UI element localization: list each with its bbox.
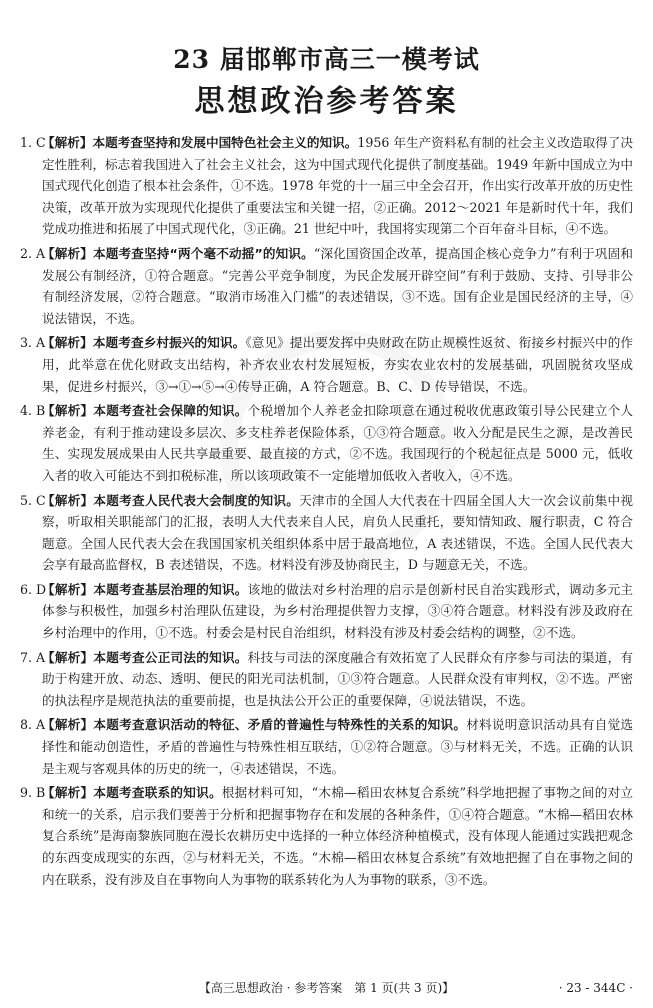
analysis-lead: 本题考查社会保障的知识。 bbox=[93, 403, 248, 419]
answer-item-7 bbox=[20, 647, 633, 712]
analysis-text: 该地的做法对乡村治理的启示是创新村民自治实践形式，调动多元主体参与积极性，加强乡村治理队伍建设，为乡村治理提供智力支撑，③④符合题意。材料没有涉及政府在乡村治理中的作用，①不选。村委会是村民自治组织，材料没有涉及村委会结构的调整，②不选。 bbox=[42, 581, 634, 641]
answer-number: 8. A bbox=[20, 717, 46, 733]
answer-item-3 bbox=[20, 332, 633, 397]
analysis-tag: 【解析】 bbox=[42, 717, 94, 733]
footer-code: · 23 - 344C · bbox=[558, 981, 633, 995]
answer-number: 3. A bbox=[20, 335, 46, 351]
answer-item-6 bbox=[20, 579, 633, 644]
analysis-lead: 本题考查坚持“两个毫不动摇”的知识。 bbox=[93, 245, 314, 261]
analysis-lead: 本题考查乡村振兴的知识。 bbox=[92, 335, 246, 351]
analysis-text: 1956 年生产资料私有制的社会主义改造取得了决定性胜利，标志着我国进入了社会主义社会，这为中国式现代化提供了制度基础。1949 年新中国成立为中国式现代化创造了根本社会条件，①不选。1978 年党的十一届三中全会召开，作出实行改革开放的历史性决策，改革开放为实现现代化提供了重要法宝和关键一招，②正确。2012～2021 年是新时代十年，我们党成功推进和拓展了中国式现代化，③正确。21 世纪中叶，我国将实现第二个百年奋斗目标，④不选。 bbox=[42, 135, 633, 237]
answer-item-9 bbox=[20, 782, 633, 890]
exam-title: 23 届邯郸市高三一模考试 bbox=[173, 45, 480, 74]
analysis-text: 科技与司法的深度融合有效拓宽了人民群众有序参与司法的渠道，有助于构建开放、动态、透明、便民的阳光司法机制，①③符合题意。人民群众没有审判权，②不选。严密的执法程序是规范执法的重要前提，也是执法公开公正的重要保障，④说法错误，不选。 bbox=[42, 649, 634, 708]
answer-number: 5. C bbox=[20, 492, 46, 508]
answer-number: 9. B bbox=[20, 785, 46, 801]
analysis-tag: 【解析】 bbox=[42, 581, 94, 597]
analysis-text: “深化国资国企改革，提高国企核心竞争力”有利于巩固和发展公有制经济，①符合题意。“完善公平竞争制度，为民企发展开辟空间”有利于鼓励、支持、引导非公有制经济发展，②符合题意。“取消市场准入门槛”的表述错误，③不选。国有企业是国民经济的主导，④说法错误，不选。 bbox=[42, 245, 633, 326]
analysis-lead: 本题考查联系的知识。 bbox=[93, 785, 222, 801]
analysis-text: 材料说明意识活动具有自觉选择性和能动创造性，矛盾的普遍性与特殊性相互联结，①②符合题意。③与材料无关，不选。正确的认识是主观与客观具体的历史的统一，④表述错误，不选。 bbox=[42, 717, 634, 776]
analysis-tag: 【解析】 bbox=[42, 785, 94, 801]
analysis-text: 个税增加个人养老金扣除项意在通过税收优惠政策引导公民建立个人养老金，有利于推动建设多层次、多支柱养老保险体系，①③符合题意。收入分配是民生之源，是改善民生、实现发展成果由人民共享最重要、最直接的方式，②不选。我国现行的个税起征点是 5000 元，低收入者的收入可能达不到扣税标准，所以该项政策不一定能增加低收入者收入，④不选。 bbox=[42, 403, 634, 483]
answer-number: 7. A bbox=[20, 649, 46, 665]
analysis-tag: 【解析】 bbox=[42, 335, 93, 351]
analysis-tag: 【解析】 bbox=[42, 492, 94, 508]
analysis-lead: 本题考查基层治理的知识。 bbox=[93, 581, 248, 597]
analysis-lead: 本题考查意识活动的特征、矛盾的普遍性与特殊性的关系的知识。 bbox=[93, 717, 467, 733]
footer-page-info: 【高三思想政治 · 参考答案 第 1 页(共 3 页)】 bbox=[198, 981, 455, 995]
answer-title: 思想政治参考答案 bbox=[194, 84, 459, 119]
analysis-tag: 【解析】 bbox=[42, 135, 93, 150]
answer-item-4 bbox=[20, 400, 633, 486]
answer-list bbox=[20, 132, 633, 890]
answer-item-2 bbox=[20, 243, 633, 329]
analysis-tag: 【解析】 bbox=[42, 649, 94, 665]
analysis-tag: 【解析】 bbox=[42, 403, 94, 419]
answer-item-5 bbox=[20, 490, 633, 576]
analysis-lead: 本题考查人民代表大会制度的知识。 bbox=[93, 492, 300, 508]
analysis-text: 天津市的全国人大代表在十四届全国人大一次会议前集中视察，听取相关职能部门的汇报，表明人大代表来自人民，肩负人民重托，要知情知政、履行职责，C 符合题意。全国人民代表大会在我国国家机关组织体系中居于最高地位，A 表述错误，不选。全国人民代表大会享有最高监督权，B 表述错误，不选。材料没有涉及协商民主，D 与题意无关，不选。 bbox=[42, 492, 634, 573]
answer-item-1 bbox=[20, 132, 633, 240]
analysis-text: 《意见》提出要发挥中央财政在防止规模性返贫、衔接乡村振兴中的作用，此举意在优化财政支出结构，补齐农业农村发展短板，夯实农业农村的发展基础，巩固脱贫攻坚成果，促进乡村振兴，③→①→⑤→④传导正确，A 符合题意。B、C、D 传导错误，不选。 bbox=[42, 335, 633, 394]
analysis-lead: 本题考查坚持和发展中国特色社会主义的知识。 bbox=[92, 135, 358, 150]
answer-number: 4. B bbox=[20, 403, 46, 419]
analysis-text: 根据材料可知，“木棉—稻田农林复合系统”科学地把握了事物之间的对立和统一的关系，启示我们要善于分析和把握事物存在和发展的各种条件，①④符合题意。“木棉—稻田农林复合系统”是海南黎族同胞在漫长农耕历史中选择的一种立体经济种植模式，没有体现人能通过实践把观念的东西变成现实的东西，②与材料无关，不选。“木棉—稻田农林复合系统”有效地把握了自在事物之间的内在联系，没有涉及自在事物向人为事物的联系转化为人为事物的联系，③不选。 bbox=[42, 785, 634, 887]
answer-number: 1. C bbox=[20, 135, 46, 150]
page-footer bbox=[20, 978, 633, 998]
answer-number: 2. A bbox=[20, 245, 46, 261]
analysis-lead: 本题考查公正司法的知识。 bbox=[93, 649, 248, 665]
analysis-tag: 【解析】 bbox=[42, 245, 94, 261]
answer-item-8 bbox=[20, 714, 633, 779]
answer-number: 6. D bbox=[20, 581, 47, 597]
